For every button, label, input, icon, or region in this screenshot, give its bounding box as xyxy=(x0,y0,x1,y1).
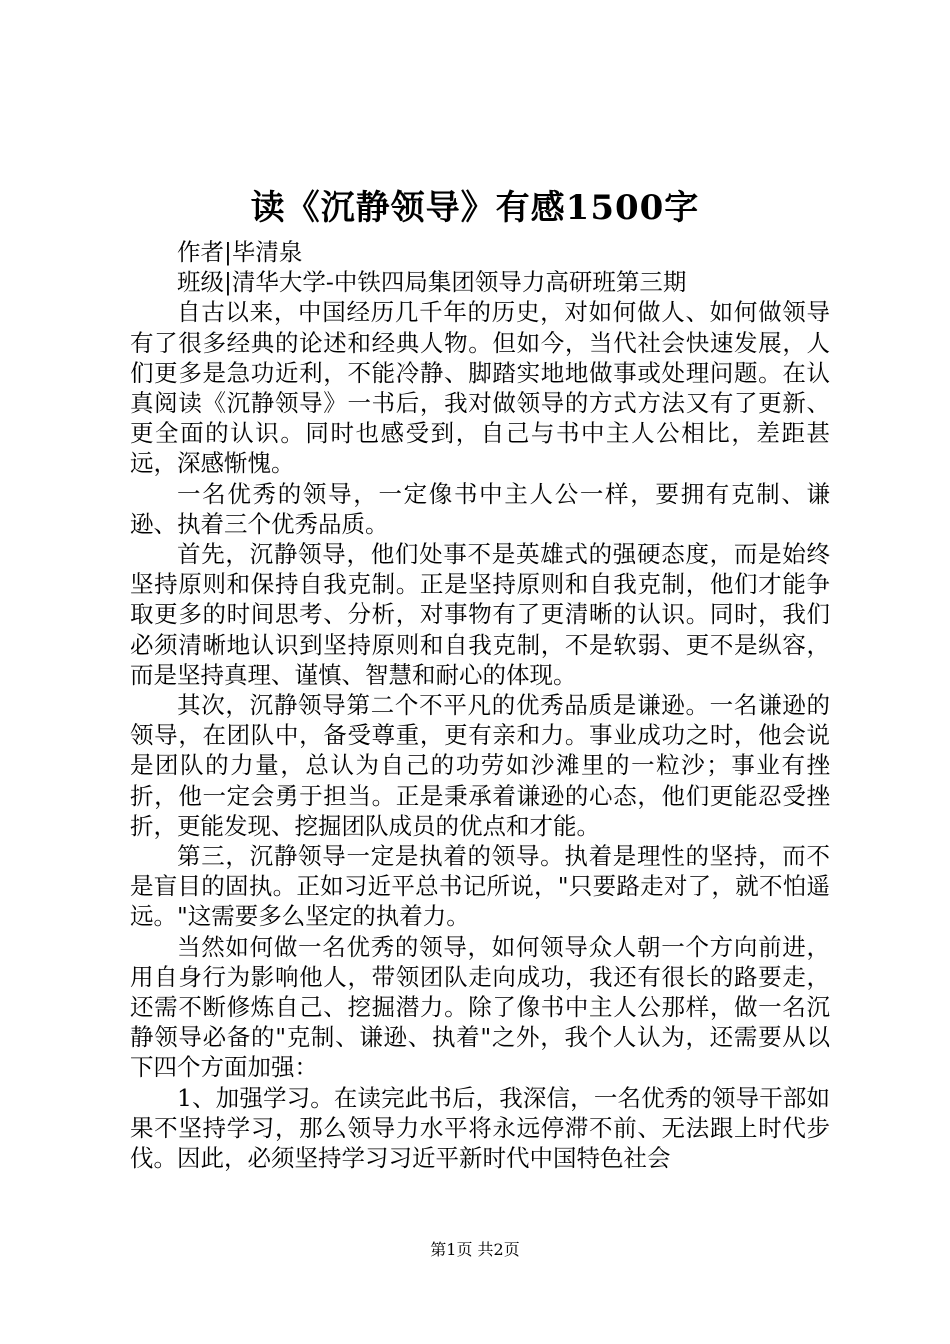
page-footer: 第1页 共2页 xyxy=(430,1240,520,1259)
document-title: 读《沉静领导》有感1500字 xyxy=(250,188,700,228)
paragraph-intro: 自古以来，中国经历几千年的历史，对如何做人、如何做领导有了很多经典的论述和经典人物。但如今，当代社会快速发展，人们更多是急功近利，不能冷静、脚踏实地地做事或处理问题。在认真阅读《沉静领导》一书后，我对做领导的方式方法又有了更新、更全面的认识。同时也感受到，自己与书中主人公相比，差距甚远，深感惭愧。 xyxy=(130,298,830,478)
document-body xyxy=(130,237,830,1173)
paragraph-qualities: 一名优秀的领导，一定像书中主人公一样，要拥有克制、谦逊、执着三个优秀品质。 xyxy=(130,479,830,538)
paragraph-persistence: 第三，沉静领导一定是执着的领导。执着是理性的坚持，而不是盲目的固执。正如习近平总书记所说，"只要路走对了，就不怕遥远。"这需要多么坚定的执着力。 xyxy=(130,842,830,931)
paragraph-modesty: 其次，沉静领导第二个不平凡的优秀品质是谦逊。一名谦逊的领导，在团队中，备受尊重，更有亲和力。事业成功之时，他会说是团队的力量，总认为自己的功劳如沙滩里的一粒沙；事业有挫折，他一定会勇于担当。正是秉承着谦逊的心态，他们更能忍受挫折，更能发现、挖掘团队成员的优点和才能。 xyxy=(130,691,830,840)
paragraph-improvement: 当然如何做一名优秀的领导，如何领导众人朝一个方向前进，用自身行为影响他人，带领团队走向成功，我还有很长的路要走，还需不断修炼自己、挖掘潜力。除了像书中主人公那样，做一名沉静领导必备的"克制、谦逊、执着"之外，我个人认为，还需要从以下四个方面加强： xyxy=(130,932,830,1082)
author-line: 作者|毕清泉 xyxy=(177,238,303,266)
class-line: 班级|清华大学-中铁四局集团领导力高研班第三期 xyxy=(177,268,687,297)
paragraph-point-1: 1、加强学习。在读完此书后，我深信，一名优秀的领导干部如果不坚持学习，那么领导力水平将永远停滞不前、无法跟上时代步伐。因此，必须坚持学习习近平新时代中国特色社会 xyxy=(130,1083,830,1173)
paragraph-restraint: 首先，沉静领导，他们处事不是英雄式的强硬态度，而是始终坚持原则和保持自我克制。正是坚持原则和自我克制，他们才能争取更多的时间思考、分析，对事物有了更清晰的认识。同时，我们必须清晰地认识到坚持原则和自我克制，不是软弱、更不是纵容，而是坚持真理、谨慎、智慧和耐心的体现。 xyxy=(130,540,830,689)
